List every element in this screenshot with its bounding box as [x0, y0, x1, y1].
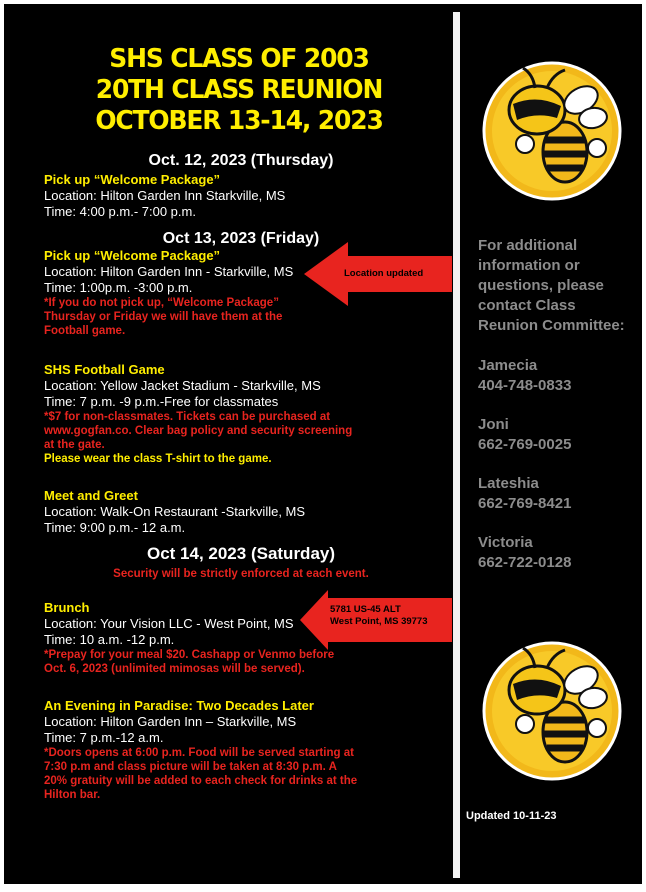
address-line-1: 5781 US-45 ALT	[330, 604, 401, 615]
contact-phone: 662-722-0128	[478, 554, 572, 571]
yellow-jacket-mascot-icon	[481, 640, 623, 782]
contact-phone: 404-748-0833	[478, 377, 572, 394]
yellow-jacket-mascot-icon	[481, 60, 623, 202]
football-location: Location: Yellow Jacket Stadium - Starkville, MS	[44, 378, 321, 393]
friday-pickup-time: Time: 1:00p.m. -3:00 p.m.	[44, 280, 193, 295]
saturday-day: Oct 14, 2023 (Saturday)	[146, 544, 336, 563]
flyer	[4, 4, 642, 884]
flyer-header	[33, 44, 446, 137]
contact-phone: 662-769-0025	[478, 436, 572, 453]
contact-panel	[478, 236, 638, 573]
header-line-1: SHS CLASS OF 2003	[109, 44, 369, 74]
friday-pickup-note: *If you do not pick up, “Welcome Package” Thursday or Friday we will have them at the Football game.	[44, 297, 283, 337]
vertical-divider	[453, 12, 460, 878]
meet-title: Meet and Greet	[44, 488, 138, 503]
brunch-location: Location: Your Vision LLC - West Point, MS	[44, 616, 294, 631]
evening-title: An Evening in Paradise: Two Decades Later	[44, 698, 314, 713]
brunch-time: Time: 10 a.m. -12 p.m.	[44, 632, 175, 647]
evening-note: *Doors opens at 6:00 p.m. Food will be served starting at 7:30 p.m and class picture will be taken at 8:30 p.m. A 20% gratuity will be added to each check for drinks at the Hilton bar.	[44, 747, 358, 801]
header-line-3: OCTOBER 13-14, 2023	[95, 106, 383, 136]
security-note: Security will be strictly enforced at each event.	[113, 568, 369, 580]
brunch-note: *Prepay for your meal $20. Cashapp or Venmo before Oct. 6, 2023 (unlimited mimosas will be served).	[44, 649, 335, 675]
contact-intro: For additional information or questions, please contact Class Reunion Committee:	[478, 237, 625, 334]
saturday-section	[44, 544, 454, 802]
contact-name: Victoria	[478, 534, 533, 551]
updated-date: Updated 10-11-23	[466, 810, 557, 822]
header-line-2: 20TH CLASS REUNION	[95, 75, 383, 105]
brunch-title: Brunch	[44, 600, 90, 615]
address-label	[330, 604, 450, 628]
meet-location: Location: Walk-On Restaurant -Starkville, MS	[44, 504, 306, 519]
thursday-section	[44, 152, 454, 220]
contact-phone: 662-769-8421	[478, 495, 572, 512]
meet-time: Time: 9:00 p.m.- 12 a.m.	[44, 520, 186, 535]
location-updated-label: Location updated	[344, 268, 424, 279]
football-note: *$7 for non-classmates. Tickets can be purchased at www.gogfan.co. Clear bag policy and security screening at the gate.	[44, 411, 353, 451]
thursday-location: Location: Hilton Garden Inn Starkville, MS	[44, 188, 286, 203]
thursday-title: Pick up “Welcome Package”	[44, 172, 221, 187]
evening-location: Location: Hilton Garden Inn – Starkville, MS	[44, 714, 297, 729]
evening-time: Time: 7 p.m.-12 a.m.	[44, 730, 164, 745]
contact-name: Joni	[478, 416, 509, 433]
contact-name: Jamecia	[478, 357, 538, 374]
thursday-time: Time: 4:00 p.m.- 7:00 p.m.	[44, 204, 196, 219]
football-time: Time: 7 p.m. -9 p.m.-Free for classmates	[44, 394, 279, 409]
thursday-day: Oct. 12, 2023 (Thursday)	[148, 152, 334, 169]
contact-name: Lateshia	[478, 475, 539, 492]
football-title: SHS Football Game	[44, 362, 165, 377]
friday-day: Oct 13, 2023 (Friday)	[162, 230, 320, 247]
football-shirt-note: Please wear the class T-shirt to the game.	[44, 453, 272, 465]
friday-pickup-title: Pick up “Welcome Package”	[44, 248, 221, 263]
friday-pickup-location: Location: Hilton Garden Inn - Starkville, MS	[44, 264, 294, 279]
address-line-2: West Point, MS 39773	[330, 616, 428, 627]
